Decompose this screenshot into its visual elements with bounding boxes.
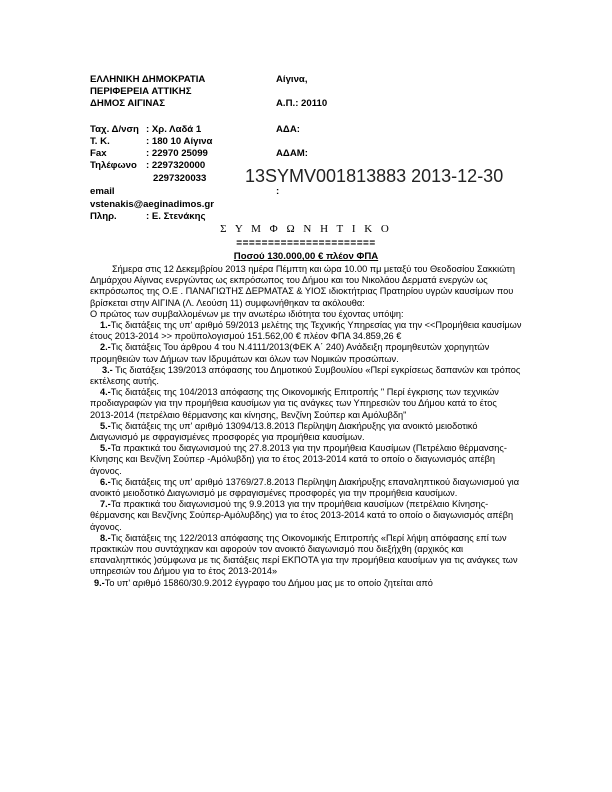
item-text: Τις διατάξεις της υπ' αριθμό 13094/13.8.2013 Περίληψη Διακήρυξης για ανοικτό μειοδοτικό Διαγωνισμό με σφραγισμένες προσφορές για προμήθεια καυσίμων. [90, 420, 478, 443]
item-text: Τις διατάξεις 139/2013 απόφασης του Δημοτικού Συμβουλίου «Περί εγκρίσεως δαπανών και τρόπος εκτέλεσης αυτής. [90, 364, 521, 387]
address-label: Ταχ. Δ/νση [90, 124, 139, 135]
list-item [90, 499, 522, 533]
item-text: Το υπ' αριθμό 15860/30.9.2012 έγγραφο του Δήμου μας με το οποίο ζητείται από [104, 577, 433, 588]
contact-label: Πληρ. [90, 211, 117, 222]
header-place: Αίγινα, [276, 74, 308, 85]
header-country: ΕΛΛΗΝΙΚΗ ΔΗΜΟΚΡΑΤΙΑ [90, 74, 206, 85]
list-item [90, 578, 522, 589]
contract-amount: Ποσού 130.000,00 € πλέον ΦΠΑ [233, 251, 379, 262]
document-title: Σ Υ Μ Φ Ω Ν Η Τ Ι Κ Ο [220, 223, 392, 235]
header-region: ΠΕΡΙΦΕΡΕΙΑ ΑΤΤΙΚΗΣ [90, 86, 192, 97]
header-protocol-number: Α.Π.: 20110 [276, 98, 328, 109]
item-text: Τις διατάξεις της 122/2013 απόφασης της Οικονομικής Επιτροπής «Περί λήψη απόφασης επί των πρακτικών που συντάχηκαν και αφορούν τον ανοικτό διαγωνισμό που διεξήχθη (αρχικός και επαναληπτικός )σύμφωνα με τις διατάξεις περί ΕΚΠΟΤΑ για την προμήθεια καυσίμων για τις ανάγκες των υπηρεσιών του Δήμου για το έτος 2013-2014» [90, 532, 518, 577]
email-value: vstenakis@aeginadimos.gr [90, 199, 214, 210]
item-number: 6.- [100, 476, 111, 487]
item-number: 5.- [100, 420, 111, 431]
item-number: 5.- [100, 443, 111, 454]
list-item [90, 387, 522, 421]
intro-paragraph: Σήμερα στις 12 Δεκεμβρίου 2013 ημέρα Πέμπτη και ώρα 10.00 πμ μεταξύ του Θεοδοσίου Σακκιώτη Δημάρχου Αίγινας ενεργώντας ως εκπρόσωπος του Δήμου και του Νικολάου Δερματά ενεργών ως εκπρόσωπος της Ο.Ε . ΠΑΝΑΓΙΩΤΗΣ ΔΕΡΜΑΤΑΣ & ΥΙΟΣ ιδιοκτήτριας Πρατηρίου υγρών καυσίμων που βρίσκεται στην ΑΙΓΙΝΑ (Λ. Λεούση 11) συμφωνήθηκαν τα ακόλουθα: [90, 264, 515, 308]
item-number: 3.- [102, 364, 113, 375]
address-value: : Χρ. Λαδά 1 [146, 124, 202, 135]
first-party-paragraph: Ο πρώτος των συμβαλλομένων με την ανωτέρω ιδιότητα του έχοντας υπόψη: [90, 308, 404, 319]
adam-label: ΑΔΑΜ: [276, 148, 308, 159]
item-text: Τα πρακτικά του διαγωνισμού της 27.8.2013 για την προμήθεια Καυσίμων (Πετρέλαιο θέρμανσης-Κίνησης και Βενζίνη Σούπερ -Αμόλυβδη) για το έτος 2013-2014 κατά το οποίο ο διαγωνισμός απέβη άγονος. [90, 443, 507, 476]
list-item [90, 443, 522, 477]
item-text: Τις διατάξεις της υπ' αριθμό 13769/27.8.2013 Περίληψη Διακήρυξης επαναληπτικού διαγωνισμού για ανοικτό μειοδοτικό Διαγωνισμό με σφραγισμένες προσφορές για την προμήθεια καυσίμων. [90, 476, 520, 499]
postcode-value: : 180 10 Αίγινα [146, 136, 213, 147]
item-number: 1.- [100, 320, 111, 331]
item-number: 7.- [100, 499, 111, 510]
fax-value: : 22970 25099 [146, 148, 208, 159]
contract-body [90, 264, 522, 589]
list-item [90, 533, 522, 578]
phone-value-1: : 2297320000 [146, 160, 206, 171]
item-text: Τα πρακτικά του διαγωνισμού της 9.9.2013 για την προμήθεια καυσίμων (πετρέλαιο Κίνησης-θέρμανσης και Βενζίνης Σούπερ-Αμόλυβδης) για το έτος 2013-2014 κατά το οποίο ο διαγωνισμός απέβη άγονος. [90, 499, 514, 532]
title-rule: ====================== [236, 238, 376, 249]
adam-colon: : [276, 186, 280, 197]
phone-label: Τηλέφωνο [90, 160, 137, 171]
list-item [90, 320, 522, 342]
phone-value-2: 2297320033 [153, 173, 207, 184]
list-item [90, 342, 522, 364]
fax-label: Fax [90, 148, 107, 159]
list-item [90, 477, 522, 499]
item-text: Τις διατάξεις της 104/2013 απόφασης της Οικονομικής Επιτροπής " Περί έγκρισης των τεχνικών προδιαγραφών για την προμήθεια καυσίμων για τις ανάγκες των Υπηρεσιών του Δήμου κατά το έτος 2013-2014 (πετρέλαιο θέρμανσης και κίνησης, Βενζίνη Σούπερ και Αμόλυβδη" [90, 387, 499, 420]
header-municipality: ΔΗΜΟΣ ΑΙΓΙΝΑΣ [90, 98, 165, 109]
postcode-label: Τ. Κ. [90, 136, 110, 147]
email-label: email [90, 186, 115, 197]
contact-value: : Ε. Στενάκης [146, 211, 206, 222]
ada-code: 13SYMV001813883 2013-12-30 [245, 166, 504, 186]
item-text: Τις διατάξεις Του άρθρου 4 του Ν.4111/2013(ΦΕΚ Α΄ 240) Ανάδειξη προμηθευτών χορηγητών προμηθειών των Δήμων των Ιδρυμάτων και όλων των Νομικών προσώπων. [90, 342, 490, 364]
item-number: 2.- [100, 342, 111, 353]
ada-label: ΑΔΑ: [276, 124, 300, 135]
item-number: 4.- [100, 387, 111, 398]
list-item [90, 421, 522, 443]
item-number: 9.- [94, 577, 105, 588]
item-text: Τις διατάξεις της υπ' αριθμό 59/2013 μελέτης της Τεχνικής Υπηρεσίας για την <<Προμήθεια καυσίμων έτους 2013-2014 >> προϋπολογισμού 151.562,00 € πλέον ΦΠΑ 34.859,26 € [90, 320, 522, 342]
list-item [90, 365, 522, 387]
item-number: 8.- [100, 532, 111, 543]
